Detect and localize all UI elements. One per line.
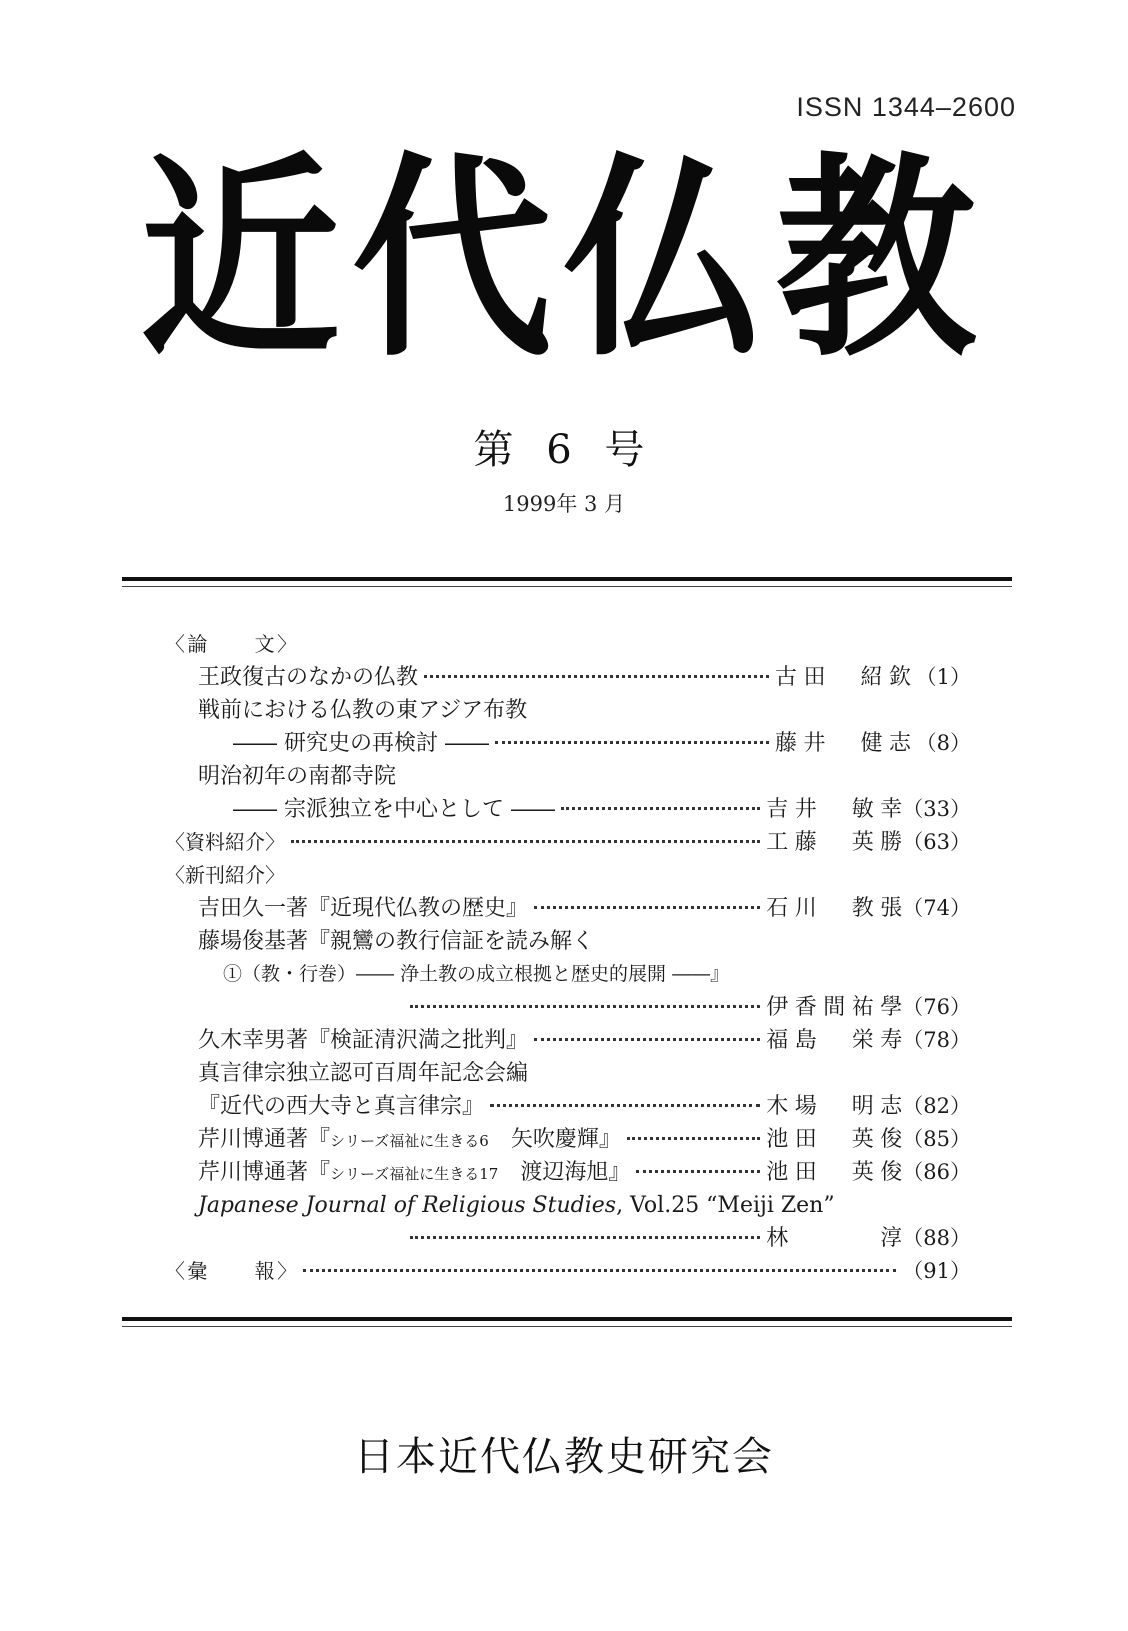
section-heading-shinkan: 〈新刊紹介〉 bbox=[165, 863, 285, 887]
toc-entry-subtitle[interactable] bbox=[165, 793, 971, 826]
toc-entry-subtitle[interactable] bbox=[165, 958, 971, 991]
toc-entry[interactable] bbox=[165, 760, 971, 793]
section-heading-iho[interactable]: 〈彙 報〉 （91） bbox=[165, 1255, 971, 1288]
entry-subtitle: ―― 宗派独立を中心として ―― bbox=[233, 797, 555, 822]
entry-page: （91） bbox=[902, 1259, 971, 1283]
entry-title: 芹川博通著『シリーズ福祉に生きる6 矢吹慶輝』 bbox=[198, 1127, 621, 1152]
issn-number: ISSN 1344–2600 bbox=[796, 92, 1016, 122]
toc-entry[interactable] bbox=[165, 1189, 971, 1222]
entry-author: 吉井 敏幸 bbox=[766, 797, 903, 822]
entry-title: 明治初年の南都寺院 bbox=[198, 764, 397, 789]
entry-title: 真言律宗独立認可百周年記念会編 bbox=[198, 1061, 529, 1086]
section-heading-shiryo[interactable]: 〈資料紹介〉 工藤 英勝 （63） bbox=[165, 826, 971, 859]
toc-entry[interactable] bbox=[165, 892, 971, 925]
toc-entry[interactable] bbox=[165, 925, 971, 958]
entry-title: 藤場俊基著『親鸞の教行信証を読み解く bbox=[198, 929, 595, 954]
toc-entry-author-line[interactable] bbox=[165, 1222, 971, 1255]
publisher-name: 日本近代仏教史研究会 bbox=[354, 1434, 774, 1480]
entry-page: （74） bbox=[902, 896, 971, 920]
toc-entry-author-line[interactable] bbox=[165, 991, 971, 1024]
bottom-rule bbox=[122, 1317, 1012, 1327]
entry-author: 池田 英俊 bbox=[766, 1127, 903, 1152]
entry-author: 石川 教張 bbox=[766, 896, 903, 921]
entry-title: 久木幸男著『検証清沢満之批判』 bbox=[198, 1028, 529, 1053]
entry-page: （86） bbox=[902, 1160, 971, 1184]
entry-title: 戦前における仏教の東アジア布教 bbox=[198, 698, 528, 723]
entry-author: 古田 紹欽 bbox=[775, 665, 911, 690]
entry-author: 福島 栄寿 bbox=[766, 1028, 903, 1053]
table-of-contents bbox=[165, 628, 971, 1288]
top-rule bbox=[122, 577, 1012, 587]
entry-page: （33） bbox=[902, 797, 971, 821]
section-heading-ronbun: 〈論 文〉 bbox=[165, 632, 297, 656]
entry-title: Japanese Journal of Religious Studies, Vol.25 “Meiji Zen” bbox=[198, 1193, 835, 1218]
entry-page: （8） bbox=[915, 731, 971, 755]
leader-dots bbox=[534, 1038, 760, 1041]
toc-entry[interactable] bbox=[165, 1024, 971, 1057]
entry-page: （1） bbox=[915, 665, 971, 689]
toc-entry-subtitle[interactable] bbox=[165, 1090, 971, 1123]
entry-author: 藤井 健志 bbox=[775, 731, 911, 756]
leader-dots bbox=[636, 1170, 760, 1173]
entry-title: 吉田久一著『近現代仏教の歴史』 bbox=[198, 896, 529, 921]
toc-entry[interactable] bbox=[165, 1123, 971, 1156]
entry-subtitle: ①（教・行巻）―― 浄土教の成立根拠と歴史的展開 ――』 bbox=[223, 963, 730, 985]
leader-dots bbox=[561, 807, 760, 810]
entry-subtitle: ―― 研究史の再検討 ―― bbox=[233, 731, 489, 756]
leader-dots bbox=[490, 1104, 760, 1107]
toc-entry[interactable] bbox=[165, 694, 971, 727]
entry-page: （88） bbox=[902, 1226, 971, 1250]
leader-dots bbox=[534, 906, 760, 909]
toc-entry[interactable] bbox=[165, 1057, 971, 1090]
issue-number: 第 6 号 bbox=[473, 427, 655, 473]
entry-page: （78） bbox=[902, 1028, 971, 1052]
journal-title: 近代仏教 bbox=[139, 132, 988, 387]
leader-dots bbox=[410, 1236, 760, 1239]
toc-entry[interactable] bbox=[165, 661, 971, 694]
issue-date: 1999年 3 月 bbox=[502, 492, 626, 516]
leader-dots bbox=[424, 675, 769, 678]
toc-entry-subtitle[interactable] bbox=[165, 727, 971, 760]
entry-author: 池田 英俊 bbox=[766, 1160, 903, 1185]
entry-author: 伊香間祐學 bbox=[766, 995, 903, 1020]
entry-author: 林 淳 bbox=[766, 1226, 903, 1251]
toc-entry[interactable] bbox=[165, 1156, 971, 1189]
entry-page: （85） bbox=[902, 1127, 971, 1151]
leader-dots bbox=[410, 1005, 760, 1008]
entry-subtitle: 『近代の西大寺と真言律宗』 bbox=[198, 1094, 485, 1119]
entry-title: 芹川博通著『シリーズ福祉に生きる17 渡辺海旭』 bbox=[198, 1160, 631, 1185]
leader-dots bbox=[495, 741, 769, 744]
leader-dots bbox=[627, 1137, 760, 1140]
leader-dots bbox=[303, 1269, 896, 1272]
entry-page: （76） bbox=[902, 995, 971, 1019]
entry-title: 王政復古のなかの仏教 bbox=[198, 665, 419, 690]
entry-page: （63） bbox=[902, 830, 971, 854]
leader-dots bbox=[291, 840, 760, 843]
entry-author: 木場 明志 bbox=[766, 1094, 903, 1119]
entry-page: （82） bbox=[902, 1094, 971, 1118]
entry-author: 工藤 英勝 bbox=[766, 830, 903, 855]
